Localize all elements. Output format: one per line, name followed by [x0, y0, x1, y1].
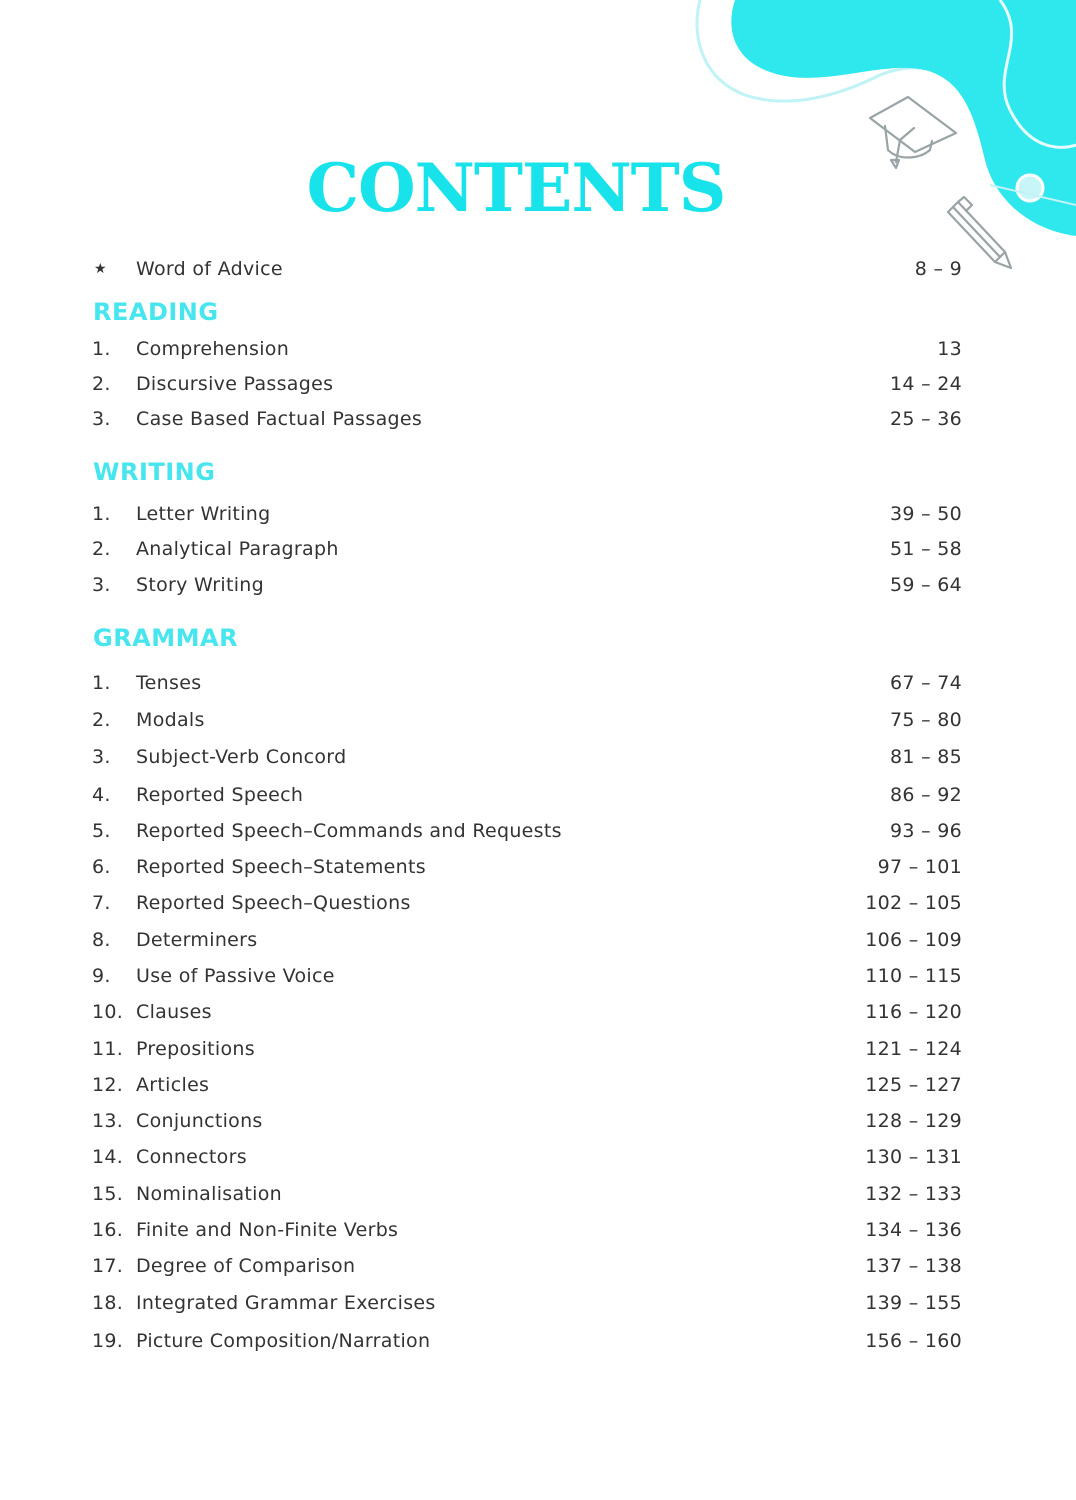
toc-entry-pages: 137 – 138 — [865, 1255, 962, 1277]
toc-entry-number: 3. — [92, 574, 111, 596]
toc-entry-pages: 130 – 131 — [865, 1146, 962, 1168]
toc-entry-number: 16. — [92, 1219, 124, 1241]
toc-entry[interactable] — [92, 1215, 962, 1245]
toc-entry-number: 5. — [92, 820, 111, 842]
toc-entry[interactable] — [92, 888, 962, 918]
toc-entry-label: Picture Composition/Narration — [136, 1330, 431, 1352]
toc-entry[interactable] — [92, 499, 962, 529]
toc-entry[interactable] — [92, 404, 962, 434]
toc-entry-pages: 59 – 64 — [889, 574, 962, 596]
toc-entry-number: 6. — [92, 856, 111, 878]
toc-entry-label: Finite and Non-Finite Verbs — [136, 1219, 399, 1241]
toc-entry-pages: 102 – 105 — [865, 892, 962, 914]
toc-entry-number: 2. — [92, 538, 111, 560]
toc-entry-label: Analytical Paragraph — [136, 538, 339, 560]
toc-entry[interactable] — [92, 997, 962, 1027]
toc-entry-pages: 116 – 120 — [865, 1001, 962, 1023]
toc-entry-number: 3. — [92, 408, 111, 430]
toc-entry-pages: 134 – 136 — [865, 1219, 962, 1241]
toc-entry-label: Reported Speech–Statements — [136, 856, 426, 878]
toc-entry[interactable] — [92, 705, 962, 735]
toc-entry-label: Case Based Factual Passages — [136, 408, 423, 430]
toc-entry[interactable] — [92, 1106, 962, 1136]
toc-entry-pages: 25 – 36 — [889, 408, 962, 430]
toc-entry[interactable] — [92, 816, 962, 846]
toc-entry-pages: 156 – 160 — [865, 1330, 962, 1352]
toc-entry-number: 2. — [92, 373, 111, 395]
toc-entry[interactable] — [92, 534, 962, 564]
toc-entry-pages: 132 – 133 — [865, 1183, 962, 1205]
toc-entry[interactable] — [92, 742, 962, 772]
toc-entry-pages: 125 – 127 — [865, 1074, 962, 1096]
toc-entry-number: 1. — [92, 338, 111, 360]
toc-entry-label: Connectors — [136, 1146, 247, 1168]
toc-entry-label: Nominalisation — [136, 1183, 283, 1205]
toc-entry-label: Subject-Verb Concord — [136, 746, 347, 768]
toc-entry-pages: 39 – 50 — [889, 503, 962, 525]
toc-entry-label: Integrated Grammar Exercises — [136, 1292, 436, 1314]
toc-entry[interactable] — [92, 780, 962, 810]
toc-entry[interactable] — [92, 1142, 962, 1172]
page-title: CONTENTS — [306, 149, 726, 227]
toc-entry[interactable] — [92, 925, 962, 955]
toc-entry[interactable] — [92, 334, 962, 364]
toc-entry[interactable] — [92, 570, 962, 600]
star-icon: ★ — [94, 261, 107, 277]
toc-entry-number: 13. — [92, 1110, 124, 1132]
section-heading-reading: READING — [93, 298, 219, 326]
toc-entry[interactable] — [92, 852, 962, 882]
toc-entry-label: Comprehension — [136, 338, 290, 360]
toc-entry[interactable] — [92, 668, 962, 698]
toc-entry-pages: 86 – 92 — [889, 784, 962, 806]
toc-entry-label: Story Writing — [136, 574, 264, 596]
toc-entry-number: 15. — [92, 1183, 124, 1205]
toc-entry-pages: 121 – 124 — [865, 1038, 962, 1060]
toc-entry-number: 3. — [92, 746, 111, 768]
toc-entry-label: Use of Passive Voice — [136, 965, 335, 987]
toc-entry-pages: 75 – 80 — [889, 709, 962, 731]
toc-entry-word-of-advice[interactable] — [92, 254, 962, 284]
toc-entry-pages: 93 – 96 — [889, 820, 962, 842]
toc-entry-pages: 13 — [937, 338, 962, 360]
toc-entry[interactable] — [92, 1326, 962, 1356]
toc-entry-pages: 128 – 129 — [865, 1110, 962, 1132]
toc-entry-label: Modals — [136, 709, 205, 731]
toc-entry-number: 14. — [92, 1146, 124, 1168]
toc-entry[interactable] — [92, 961, 962, 991]
toc-entry-label: Prepositions — [136, 1038, 255, 1060]
toc-entry-pages: 51 – 58 — [889, 538, 962, 560]
toc-entry-number: 19. — [92, 1330, 124, 1352]
toc-entry-label: Conjunctions — [136, 1110, 263, 1132]
section-heading-grammar: GRAMMAR — [93, 624, 239, 652]
toc-entry-pages: 110 – 115 — [865, 965, 962, 987]
toc-entry-label: Clauses — [136, 1001, 212, 1023]
toc-entry-pages: 81 – 85 — [889, 746, 962, 768]
toc-entry-number: 1. — [92, 503, 111, 525]
toc-entry-pages: 139 – 155 — [865, 1292, 962, 1314]
toc-entry[interactable] — [92, 1070, 962, 1100]
section-heading-writing: WRITING — [93, 458, 216, 486]
toc-entry-number: 9. — [92, 965, 111, 987]
toc-entry-pages: 67 – 74 — [889, 672, 962, 694]
toc-entry-label: Letter Writing — [136, 503, 271, 525]
toc-entry-label: Articles — [136, 1074, 210, 1096]
toc-entry-number: 12. — [92, 1074, 124, 1096]
toc-entry-label: Tenses — [136, 672, 202, 694]
toc-entry-label: Determiners — [136, 929, 258, 951]
toc-entry[interactable] — [92, 1034, 962, 1064]
toc-entry-label: Degree of Comparison — [136, 1255, 356, 1277]
toc-entry-number: 17. — [92, 1255, 124, 1277]
toc-entry-pages: 8 – 9 — [914, 258, 962, 280]
toc-entry-label: Reported Speech–Commands and Requests — [136, 820, 562, 842]
toc-entry-pages: 97 – 101 — [877, 856, 962, 878]
toc-entry[interactable] — [92, 369, 962, 399]
toc-entry[interactable] — [92, 1179, 962, 1209]
toc-entry-number: 7. — [92, 892, 111, 914]
toc-entry-label: Reported Speech — [136, 784, 304, 806]
toc-entry-number: 4. — [92, 784, 111, 806]
toc-entry-number: 2. — [92, 709, 111, 731]
toc-entry-number: 10. — [92, 1001, 124, 1023]
toc-entry-number: 11. — [92, 1038, 124, 1060]
toc-entry-pages: 106 – 109 — [865, 929, 962, 951]
toc-entry-pages: 14 – 24 — [889, 373, 962, 395]
toc-entry-number: 1. — [92, 672, 111, 694]
toc-entry-label: Discursive Passages — [136, 373, 334, 395]
toc-entry-number: 18. — [92, 1292, 124, 1314]
toc-entry[interactable] — [92, 1251, 962, 1281]
toc-entry-label: Reported Speech–Questions — [136, 892, 411, 914]
toc-entry-number: 8. — [92, 929, 111, 951]
toc-entry-label: Word of Advice — [136, 258, 283, 280]
toc-entry[interactable] — [92, 1288, 962, 1318]
